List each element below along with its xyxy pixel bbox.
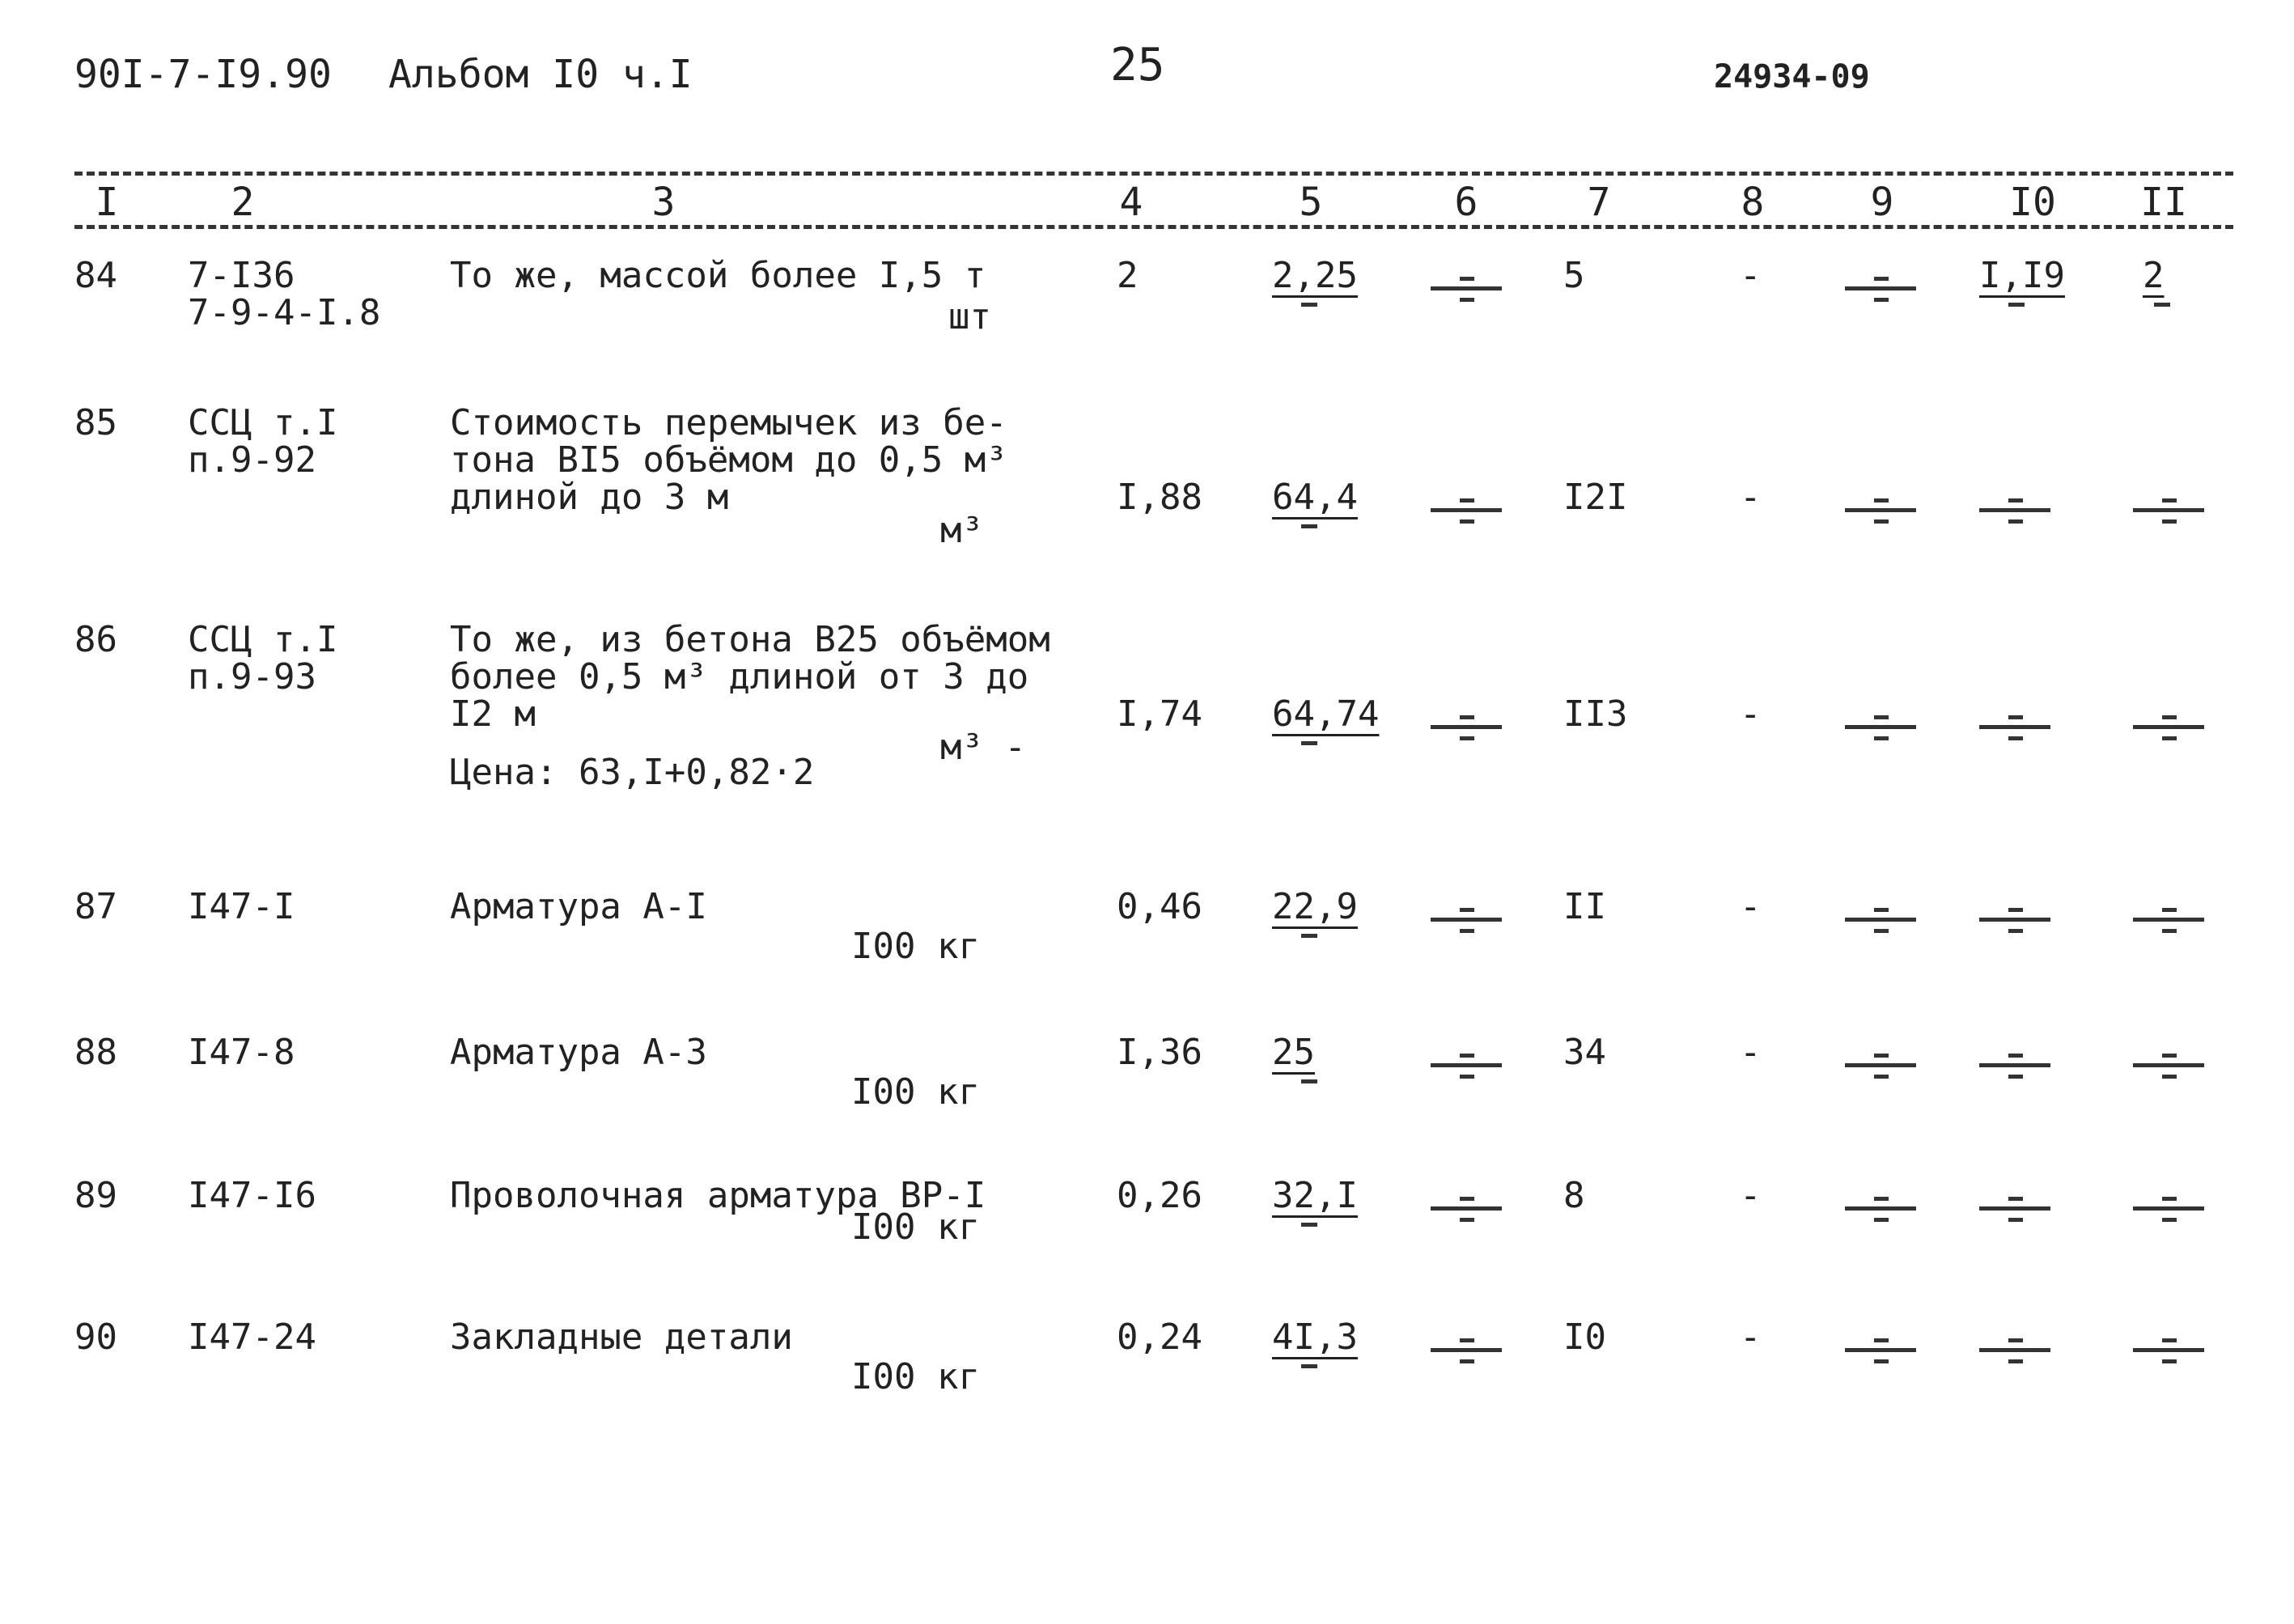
fraction-bottom-dash xyxy=(2008,519,2023,524)
fraction-top-dash xyxy=(1460,277,1474,281)
fraction-bottom-dash xyxy=(2162,1218,2177,1222)
fraction-bar xyxy=(2133,1063,2204,1067)
unit-cost-value xyxy=(1272,1034,1317,1083)
fraction-bottom-dash xyxy=(1874,519,1889,524)
column-8-dash: - xyxy=(1740,693,1762,735)
fraction-bar xyxy=(1431,1063,1502,1067)
fraction-bar xyxy=(1845,1063,1916,1067)
total-cost-value: 34 xyxy=(1563,1032,1606,1073)
fraction-dash-symbol xyxy=(1979,1050,2050,1083)
description-line: тона BI5 объёмом до 0,5 м³ xyxy=(450,439,1007,481)
column-10-denominator-dash xyxy=(2008,303,2025,307)
fraction-top-dash xyxy=(2162,715,2177,719)
fraction-bottom-dash xyxy=(1460,1359,1474,1363)
description-line: длиной до 3 м xyxy=(450,477,729,518)
norm-code xyxy=(188,621,337,696)
row-number: 89 xyxy=(74,1175,117,1216)
fraction-bottom-dash xyxy=(2162,736,2177,740)
album-label: Альбом I0 ч.I xyxy=(388,52,693,97)
fraction-top-dash xyxy=(1460,1197,1474,1201)
norm-code-line: I47-I6 xyxy=(188,1175,316,1216)
fraction-bar xyxy=(2133,918,2204,922)
unit-of-measure: I00 кг xyxy=(851,1206,980,1248)
fraction-dash-symbol xyxy=(1845,1335,1916,1367)
column-10-number: I,I9 xyxy=(1979,255,2065,296)
column-10-value xyxy=(1979,257,2065,307)
fraction-bar xyxy=(1845,1348,1916,1352)
norm-code-line: п.9-92 xyxy=(188,439,316,481)
fraction-dash-symbol xyxy=(2133,495,2204,528)
fraction-dash-symbol xyxy=(2133,712,2204,744)
fraction-dash-symbol xyxy=(2133,1335,2204,1367)
fraction-dash-symbol xyxy=(1979,905,2050,937)
column-number: 9 xyxy=(1870,180,1894,225)
fraction-dash-symbol xyxy=(1979,1194,2050,1226)
fraction-bottom-dash xyxy=(2008,929,2023,933)
column-8-dash: - xyxy=(1740,1175,1762,1216)
fraction-top-dash xyxy=(1874,1054,1889,1058)
row-number: 85 xyxy=(74,402,117,443)
fraction-bar xyxy=(1431,725,1502,729)
fraction-bar xyxy=(1431,918,1502,922)
document-number: 24934-09 xyxy=(1714,58,1870,95)
fraction-bottom-dash xyxy=(1874,1075,1889,1079)
column-number: 3 xyxy=(651,180,676,225)
fraction-bar xyxy=(1431,1348,1502,1352)
quantity-value: I,36 xyxy=(1117,1032,1202,1073)
fraction-top-dash xyxy=(1874,1338,1889,1342)
fraction-bar xyxy=(1979,918,2050,922)
fraction-bar xyxy=(1845,1206,1916,1211)
doc-code: 90I-7-I9.90 xyxy=(74,52,332,97)
row-number: 90 xyxy=(74,1317,117,1358)
work-description xyxy=(450,402,1007,518)
fraction-top-dash xyxy=(2008,908,2023,912)
fraction-top-dash xyxy=(1460,1054,1474,1058)
unit-of-measure: I00 кг xyxy=(851,926,980,967)
unit-cost-number: 64,74 xyxy=(1272,693,1380,735)
norm-code-line: 7-I36 xyxy=(188,255,295,296)
fraction-dash-symbol xyxy=(1979,712,2050,744)
fraction-bottom-dash xyxy=(2008,1075,2023,1079)
fraction-dash-symbol xyxy=(1431,712,1502,744)
fraction-dash-symbol xyxy=(1845,712,1916,744)
unit-cost-value xyxy=(1272,257,1358,307)
fraction-bar xyxy=(1979,1206,2050,1211)
fraction-bottom-dash xyxy=(2162,1075,2177,1079)
fraction-dash-symbol xyxy=(2133,1194,2204,1226)
description-line: Арматура А-I xyxy=(450,886,707,927)
fraction-bar xyxy=(1979,725,2050,729)
norm-code-line: ССЦ т.I xyxy=(188,402,338,443)
fraction-bottom-dash xyxy=(1460,519,1474,524)
description-line: более 0,5 м³ длиной от 3 до xyxy=(450,656,1029,698)
fraction-top-dash xyxy=(2008,1338,2023,1342)
fraction-bar xyxy=(2133,725,2204,729)
fraction-bottom-dash xyxy=(2162,929,2177,933)
fraction-bottom-dash xyxy=(2162,1359,2177,1363)
fraction-bar xyxy=(2133,1206,2204,1211)
fraction-top-dash xyxy=(2162,498,2177,502)
unit-cost-number: 32,I xyxy=(1272,1175,1358,1216)
quantity-value: I,74 xyxy=(1117,693,1202,735)
description-line: Проволочная арматура BP-I xyxy=(450,1175,986,1216)
description-line: Закладные детали xyxy=(450,1317,793,1358)
fraction-dash-symbol xyxy=(1431,905,1502,937)
unit-of-measure: м³ - xyxy=(940,727,1026,768)
fraction-top-dash xyxy=(2162,908,2177,912)
description-line: Арматура А-3 xyxy=(450,1032,707,1073)
column-number: 4 xyxy=(1119,180,1143,225)
total-cost-value: II xyxy=(1563,886,1606,927)
unit-cost-number: 22,9 xyxy=(1272,886,1358,927)
column-number: II xyxy=(2140,180,2187,225)
fraction-bottom-dash xyxy=(1874,929,1889,933)
fraction-dash-symbol xyxy=(1845,1050,1916,1083)
unit-of-measure: м³ xyxy=(940,510,983,551)
column-11-value xyxy=(2143,257,2170,307)
fraction-bottom-dash xyxy=(1460,298,1474,302)
column-8-dash: - xyxy=(1740,1032,1762,1073)
column-8-dash: - xyxy=(1740,477,1762,518)
fraction-dash-symbol xyxy=(1979,1335,2050,1367)
fraction-bar xyxy=(1979,1063,2050,1067)
description-line: I2 м xyxy=(450,693,536,735)
unit-cost-number: 64,4 xyxy=(1272,477,1358,518)
norm-code xyxy=(188,257,380,332)
fraction-dash-symbol xyxy=(1431,495,1502,528)
fraction-bottom-dash xyxy=(1460,736,1474,740)
fraction-top-dash xyxy=(2008,498,2023,502)
fraction-bottom-dash xyxy=(1460,1218,1474,1222)
fraction-bar xyxy=(1431,286,1502,290)
fraction-bottom-dash xyxy=(2162,519,2177,524)
fraction-bottom-dash xyxy=(2008,1218,2023,1222)
fraction-top-dash xyxy=(2008,715,2023,719)
total-cost-value: I0 xyxy=(1563,1317,1606,1358)
fraction-bar xyxy=(1431,1206,1502,1211)
fraction-dash-symbol xyxy=(1845,495,1916,528)
fraction-dash-symbol xyxy=(1845,1194,1916,1226)
unit-cost-number: 4I,3 xyxy=(1272,1317,1358,1358)
column-number: 8 xyxy=(1741,180,1765,225)
fraction-bottom-dash xyxy=(2008,1359,2023,1363)
work-description xyxy=(450,888,707,926)
fraction-bar xyxy=(2133,508,2204,512)
unit-cost-value xyxy=(1272,1319,1358,1368)
unit-cost-number: 2,25 xyxy=(1272,255,1358,296)
description-line: То же, из бетона B25 объёмом xyxy=(450,619,1050,660)
unit-cost-denominator-dash xyxy=(1301,1079,1317,1083)
fraction-bar xyxy=(2133,1348,2204,1352)
fraction-bottom-dash xyxy=(1874,298,1889,302)
fraction-bottom-dash xyxy=(1460,929,1474,933)
column-8-dash: - xyxy=(1740,1317,1762,1358)
column-number: 6 xyxy=(1454,180,1478,225)
total-cost-value: 5 xyxy=(1563,255,1585,296)
column-number: 7 xyxy=(1587,180,1611,225)
norm-code-line: ССЦ т.I xyxy=(188,619,338,660)
fraction-top-dash xyxy=(1874,908,1889,912)
total-cost-value: 8 xyxy=(1563,1175,1585,1216)
column-number: 2 xyxy=(231,180,255,225)
norm-code xyxy=(188,1034,295,1071)
fraction-bar xyxy=(1979,508,2050,512)
column-number: I0 xyxy=(2009,180,2056,225)
total-cost-value: II3 xyxy=(1563,693,1628,735)
fraction-bar xyxy=(1431,508,1502,512)
unit-cost-value xyxy=(1272,693,1380,745)
fraction-bar xyxy=(1845,725,1916,729)
unit-of-measure: I00 кг xyxy=(851,1071,980,1113)
description-line: То же, массой более I,5 т xyxy=(450,255,986,296)
fraction-dash-symbol xyxy=(1431,273,1502,306)
fraction-dash-symbol xyxy=(1845,273,1916,306)
norm-code xyxy=(188,1319,316,1356)
fraction-top-dash xyxy=(1460,1338,1474,1342)
description-line: Стоимость перемычек из бе- xyxy=(450,402,1007,443)
unit-cost-value xyxy=(1272,479,1358,528)
norm-code-line: I47-8 xyxy=(188,1032,295,1073)
fraction-top-dash xyxy=(1874,277,1889,281)
quantity-value: 0,26 xyxy=(1117,1175,1202,1216)
fraction-top-dash xyxy=(2162,1054,2177,1058)
fraction-dash-symbol xyxy=(2133,1050,2204,1083)
fraction-top-dash xyxy=(1460,498,1474,502)
norm-code-line: п.9-93 xyxy=(188,656,316,698)
unit-cost-denominator-dash xyxy=(1301,303,1317,307)
page-number: 25 xyxy=(1110,39,1165,91)
norm-code xyxy=(188,888,295,926)
fraction-bar xyxy=(1845,918,1916,922)
row-number: 86 xyxy=(74,619,117,660)
unit-cost-value xyxy=(1272,1177,1358,1227)
fraction-dash-symbol xyxy=(2133,905,2204,937)
unit-cost-denominator-dash xyxy=(1301,1364,1317,1368)
fraction-bar xyxy=(1979,1348,2050,1352)
unit-cost-value xyxy=(1272,888,1358,938)
fraction-dash-symbol xyxy=(1979,495,2050,528)
column-11-denominator-dash xyxy=(2154,303,2170,307)
fraction-bottom-dash xyxy=(1874,736,1889,740)
quantity-value: 0,46 xyxy=(1117,886,1202,927)
fraction-top-dash xyxy=(2008,1197,2023,1201)
fraction-dash-symbol xyxy=(1431,1194,1502,1226)
fraction-dash-symbol xyxy=(1431,1050,1502,1083)
fraction-bottom-dash xyxy=(2008,736,2023,740)
fraction-top-dash xyxy=(1460,715,1474,719)
quantity-value: I,88 xyxy=(1117,477,1202,518)
column-8-dash: - xyxy=(1740,255,1762,296)
fraction-top-dash xyxy=(1874,498,1889,502)
fraction-bottom-dash xyxy=(1460,1075,1474,1079)
unit-of-measure: I00 кг xyxy=(851,1356,980,1397)
total-cost-value: I2I xyxy=(1563,477,1628,518)
norm-code-line: I47-24 xyxy=(188,1317,316,1358)
row-number: 88 xyxy=(74,1032,117,1073)
unit-cost-denominator-dash xyxy=(1301,741,1317,745)
row-number: 87 xyxy=(74,886,117,927)
unit-cost-denominator-dash xyxy=(1301,524,1317,528)
fraction-bar xyxy=(1845,286,1916,290)
fraction-top-dash xyxy=(2162,1197,2177,1201)
fraction-top-dash xyxy=(2008,1054,2023,1058)
fraction-top-dash xyxy=(2162,1338,2177,1342)
norm-code xyxy=(188,402,338,481)
quantity-value: 0,24 xyxy=(1117,1317,1202,1358)
norm-code xyxy=(188,1177,316,1215)
work-description xyxy=(450,257,986,295)
work-description xyxy=(450,1319,793,1356)
unit-cost-number: 25 xyxy=(1272,1032,1315,1073)
fraction-dash-symbol xyxy=(1845,905,1916,937)
fraction-bottom-dash xyxy=(1874,1218,1889,1222)
norm-code-line: 7-9-4-I.8 xyxy=(188,292,381,333)
fraction-top-dash xyxy=(1460,908,1474,912)
row-number: 84 xyxy=(74,255,117,296)
fraction-top-dash xyxy=(1874,1197,1889,1201)
unit-cost-denominator-dash xyxy=(1301,934,1317,938)
column-11-number: 2 xyxy=(2143,255,2165,296)
fraction-bottom-dash xyxy=(1874,1359,1889,1363)
fraction-bar xyxy=(1845,508,1916,512)
price-formula: Цена: 63,I+0,82·2 xyxy=(450,752,815,793)
quantity-value: 2 xyxy=(1117,255,1139,296)
column-number: I xyxy=(95,180,119,225)
fraction-dash-symbol xyxy=(1431,1335,1502,1367)
unit-cost-denominator-dash xyxy=(1301,1223,1317,1227)
unit-of-measure: шт xyxy=(948,296,991,337)
fraction-top-dash xyxy=(1874,715,1889,719)
column-number: 5 xyxy=(1299,180,1323,225)
column-8-dash: - xyxy=(1740,886,1762,927)
work-description xyxy=(450,1034,707,1071)
norm-code-line: I47-I xyxy=(188,886,295,927)
